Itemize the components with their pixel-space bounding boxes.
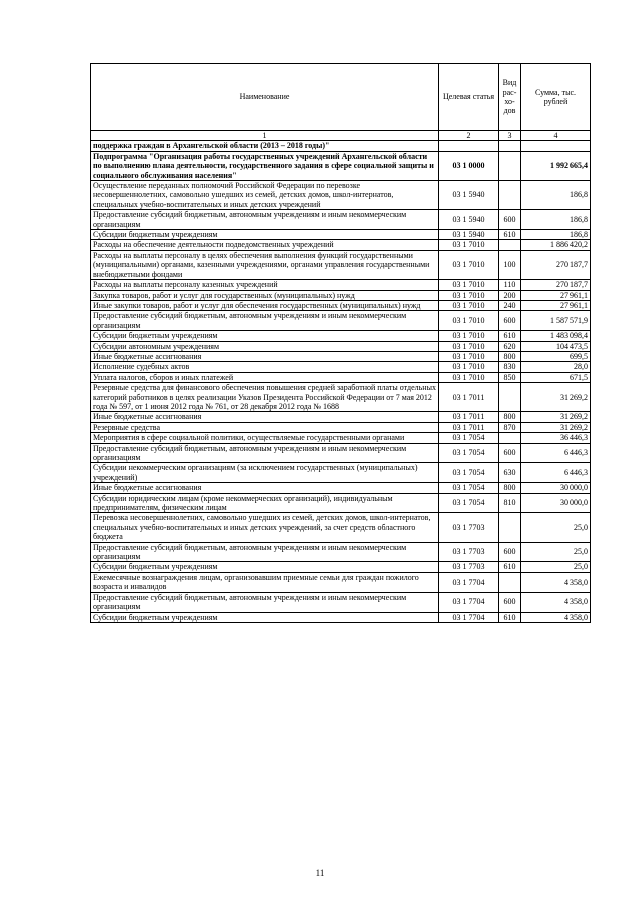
row-sum: 4 358,0 bbox=[521, 572, 591, 592]
row-type: 800 bbox=[499, 351, 521, 361]
row-name: Мероприятия в сфере социальной политики, осуществляемые государственными органами bbox=[91, 433, 439, 443]
table-row bbox=[91, 383, 591, 412]
row-article: 03 1 7011 bbox=[439, 412, 499, 422]
table-row bbox=[91, 141, 591, 151]
row-name: Субсидии бюджетным учреждениям bbox=[91, 562, 439, 572]
row-article: 03 1 7054 bbox=[439, 433, 499, 443]
budget-table-body bbox=[91, 141, 591, 623]
table-row bbox=[91, 362, 591, 372]
row-article bbox=[439, 141, 499, 151]
table-row bbox=[91, 290, 591, 300]
header-num-4: 4 bbox=[521, 131, 591, 141]
row-type bbox=[499, 181, 521, 210]
row-article: 03 1 7010 bbox=[439, 240, 499, 250]
row-name: Подпрограмма "Организация работы государственных учреждений Архангельской области по выполнению плана деятельности, государственного задания в сфере социальной защиты и социального обслуживания населения" bbox=[91, 151, 439, 180]
row-article: 03 1 7010 bbox=[439, 341, 499, 351]
row-article: 03 1 7704 bbox=[439, 612, 499, 622]
row-sum: 1 992 665,4 bbox=[521, 151, 591, 180]
row-article: 03 1 5940 bbox=[439, 230, 499, 240]
row-type: 630 bbox=[499, 463, 521, 483]
table-row bbox=[91, 311, 591, 331]
row-type: 850 bbox=[499, 372, 521, 382]
row-article: 03 1 7054 bbox=[439, 493, 499, 513]
row-type: 810 bbox=[499, 493, 521, 513]
row-name: Предоставление субсидий бюджетным, автономным учреждениям и иным некоммерческим организациям bbox=[91, 311, 439, 331]
row-name: Иные бюджетные ассигнования bbox=[91, 351, 439, 361]
row-sum bbox=[521, 141, 591, 151]
header-sum: Сумма, тыс. рублей bbox=[521, 64, 591, 131]
row-article: 03 1 5940 bbox=[439, 181, 499, 210]
row-name: Закупка товаров, работ и услуг для государственных (муниципальных) нужд bbox=[91, 290, 439, 300]
header-type: Вид рас-хо-дов bbox=[499, 64, 521, 131]
row-name: Ежемесячные вознаграждения лицам, организовавшим приемные семьи для граждан пожилого возраста и инвалидов bbox=[91, 572, 439, 592]
row-type: 610 bbox=[499, 230, 521, 240]
row-type: 610 bbox=[499, 562, 521, 572]
table-row bbox=[91, 341, 591, 351]
table-row bbox=[91, 443, 591, 463]
row-sum: 270 187,7 bbox=[521, 250, 591, 279]
table-row bbox=[91, 300, 591, 310]
row-sum: 30 000,0 bbox=[521, 493, 591, 513]
row-sum: 1 587 571,9 bbox=[521, 311, 591, 331]
header-article: Целевая статья bbox=[439, 64, 499, 131]
row-name: Резервные средства для финансового обеспечения повышения средней заработной платы отдельных категорий работников в целях реализации Указов Президента Российской Федерации от 7 мая 2012 года № 597, от 1 июня 2012 года № 761, от 28 декабря 2012 года № 1688 bbox=[91, 383, 439, 412]
table-row bbox=[91, 210, 591, 230]
header-num-1: 1 bbox=[91, 131, 439, 141]
table-row bbox=[91, 483, 591, 493]
row-sum: 4 358,0 bbox=[521, 592, 591, 612]
row-name: Предоставление субсидий бюджетным, автономным учреждениям и иным некоммерческим организациям bbox=[91, 542, 439, 562]
table-row bbox=[91, 331, 591, 341]
row-type: 600 bbox=[499, 210, 521, 230]
table-row bbox=[91, 151, 591, 180]
row-sum: 31 269,2 bbox=[521, 422, 591, 432]
row-sum: 27 961,1 bbox=[521, 300, 591, 310]
header-num-3: 3 bbox=[499, 131, 521, 141]
row-type bbox=[499, 572, 521, 592]
row-name: Субсидии бюджетным учреждениям bbox=[91, 331, 439, 341]
row-article: 03 1 7054 bbox=[439, 483, 499, 493]
row-name: Субсидии юридическим лицам (кроме некоммерческих организаций), индивидуальным предпринимателям, физическим лицам bbox=[91, 493, 439, 513]
row-sum: 30 000,0 bbox=[521, 483, 591, 493]
row-name: Осуществление переданных полномочий Российской Федерации по перевозке несовершеннолетних, самовольно ушедших из семей, детских домов, школ-интернатов, специальных учебно-воспитательных и иных детских учреждений bbox=[91, 181, 439, 210]
row-name: Резервные средства bbox=[91, 422, 439, 432]
row-type: 240 bbox=[499, 300, 521, 310]
row-sum: 28,0 bbox=[521, 362, 591, 372]
row-type: 200 bbox=[499, 290, 521, 300]
row-sum: 25,0 bbox=[521, 562, 591, 572]
row-sum: 31 269,2 bbox=[521, 412, 591, 422]
table-row bbox=[91, 181, 591, 210]
table-row bbox=[91, 250, 591, 279]
row-type: 800 bbox=[499, 483, 521, 493]
row-type: 800 bbox=[499, 412, 521, 422]
row-type: 600 bbox=[499, 311, 521, 331]
header-name: Наименование bbox=[91, 64, 439, 131]
row-type: 870 bbox=[499, 422, 521, 432]
row-sum: 27 961,1 bbox=[521, 290, 591, 300]
row-sum: 270 187,7 bbox=[521, 280, 591, 290]
row-sum: 186,8 bbox=[521, 181, 591, 210]
row-name: Предоставление субсидий бюджетным, автономным учреждениям и иным некоммерческим организациям bbox=[91, 443, 439, 463]
row-article: 03 1 7010 bbox=[439, 311, 499, 331]
row-name: Исполнение судебных актов bbox=[91, 362, 439, 372]
row-name: Расходы на обеспечение деятельности подведомственных учреждений bbox=[91, 240, 439, 250]
row-name: Уплата налогов, сборов и иных платежей bbox=[91, 372, 439, 382]
table-row bbox=[91, 412, 591, 422]
table-row bbox=[91, 351, 591, 361]
header-num-2: 2 bbox=[439, 131, 499, 141]
row-article: 03 1 7010 bbox=[439, 280, 499, 290]
row-name: Предоставление субсидий бюджетным, автономным учреждениям и иным некоммерческим организациям bbox=[91, 210, 439, 230]
row-type: 610 bbox=[499, 331, 521, 341]
row-sum: 25,0 bbox=[521, 542, 591, 562]
table-row bbox=[91, 230, 591, 240]
table-row bbox=[91, 433, 591, 443]
page-number: 11 bbox=[315, 868, 325, 878]
row-article: 03 1 7010 bbox=[439, 300, 499, 310]
row-name: Субсидии автономным учреждениям bbox=[91, 341, 439, 351]
row-type: 110 bbox=[499, 280, 521, 290]
table-row bbox=[91, 372, 591, 382]
row-article: 03 1 7704 bbox=[439, 572, 499, 592]
row-sum: 31 269,2 bbox=[521, 383, 591, 412]
table-row bbox=[91, 542, 591, 562]
row-article: 03 1 7010 bbox=[439, 290, 499, 300]
row-name: Перевозка несовершеннолетних, самовольно ушедших из семей, детских домов, школ-интернатов, специальных учебно-воспитательных и иных детских учреждений, за счет средств областного бюджета bbox=[91, 513, 439, 542]
row-sum: 6 446,3 bbox=[521, 443, 591, 463]
table-row bbox=[91, 422, 591, 432]
row-type bbox=[499, 151, 521, 180]
row-type: 830 bbox=[499, 362, 521, 372]
row-name: Иные закупки товаров, работ и услуг для обеспечения государственных (муниципальных) нужд bbox=[91, 300, 439, 310]
row-sum: 186,8 bbox=[521, 210, 591, 230]
row-name: Субсидии бюджетным учреждениям bbox=[91, 230, 439, 240]
row-article: 03 1 7010 bbox=[439, 250, 499, 279]
row-type bbox=[499, 240, 521, 250]
table-row bbox=[91, 562, 591, 572]
row-sum: 6 446,3 bbox=[521, 463, 591, 483]
row-article: 03 1 7010 bbox=[439, 362, 499, 372]
row-name: Предоставление субсидий бюджетным, автономным учреждениям и иным некоммерческим организациям bbox=[91, 592, 439, 612]
row-sum: 25,0 bbox=[521, 513, 591, 542]
row-sum: 36 446,3 bbox=[521, 433, 591, 443]
table-row bbox=[91, 463, 591, 483]
row-type: 600 bbox=[499, 542, 521, 562]
table-row bbox=[91, 493, 591, 513]
row-type: 610 bbox=[499, 612, 521, 622]
row-article: 03 1 7011 bbox=[439, 422, 499, 432]
row-type: 600 bbox=[499, 592, 521, 612]
row-type: 100 bbox=[499, 250, 521, 279]
table-row bbox=[91, 572, 591, 592]
row-article: 03 1 7010 bbox=[439, 351, 499, 361]
row-type: 600 bbox=[499, 443, 521, 463]
table-row bbox=[91, 592, 591, 612]
row-article: 03 1 7704 bbox=[439, 592, 499, 612]
row-article: 03 1 7703 bbox=[439, 542, 499, 562]
row-article: 03 1 7010 bbox=[439, 331, 499, 341]
row-sum: 1 483 098,4 bbox=[521, 331, 591, 341]
header-row bbox=[91, 64, 591, 131]
row-name: Иные бюджетные ассигнования bbox=[91, 412, 439, 422]
row-sum: 671,5 bbox=[521, 372, 591, 382]
row-article: 03 1 7703 bbox=[439, 513, 499, 542]
row-sum: 1 886 420,2 bbox=[521, 240, 591, 250]
row-type bbox=[499, 141, 521, 151]
row-name: поддержка граждан в Архангельской области (2013 – 2018 годы)" bbox=[91, 141, 439, 151]
row-type bbox=[499, 433, 521, 443]
table-row bbox=[91, 240, 591, 250]
row-type bbox=[499, 383, 521, 412]
row-name: Субсидии некоммерческим организациям (за исключением государственных (муниципальных) учреждений) bbox=[91, 463, 439, 483]
row-type: 620 bbox=[499, 341, 521, 351]
row-article: 03 1 0000 bbox=[439, 151, 499, 180]
row-article: 03 1 7011 bbox=[439, 383, 499, 412]
row-article: 03 1 7054 bbox=[439, 463, 499, 483]
budget-table bbox=[90, 63, 591, 623]
row-article: 03 1 7703 bbox=[439, 562, 499, 572]
row-sum: 104 473,5 bbox=[521, 341, 591, 351]
row-article: 03 1 5940 bbox=[439, 210, 499, 230]
row-type bbox=[499, 513, 521, 542]
row-sum: 186,8 bbox=[521, 230, 591, 240]
row-name: Расходы на выплаты персоналу в целях обеспечения выполнения функций государственными (муниципальными) органами, казенными учреждениями, органами управления государственными внебюджетными фондами bbox=[91, 250, 439, 279]
row-sum: 4 358,0 bbox=[521, 612, 591, 622]
header-numbers-row bbox=[91, 131, 591, 141]
row-name: Расходы на выплаты персоналу казенных учреждений bbox=[91, 280, 439, 290]
row-article: 03 1 7010 bbox=[439, 372, 499, 382]
row-name: Иные бюджетные ассигнования bbox=[91, 483, 439, 493]
table-row bbox=[91, 513, 591, 542]
row-name: Субсидии бюджетным учреждениям bbox=[91, 612, 439, 622]
row-sum: 699,5 bbox=[521, 351, 591, 361]
table-row bbox=[91, 280, 591, 290]
table-row bbox=[91, 612, 591, 622]
row-article: 03 1 7054 bbox=[439, 443, 499, 463]
